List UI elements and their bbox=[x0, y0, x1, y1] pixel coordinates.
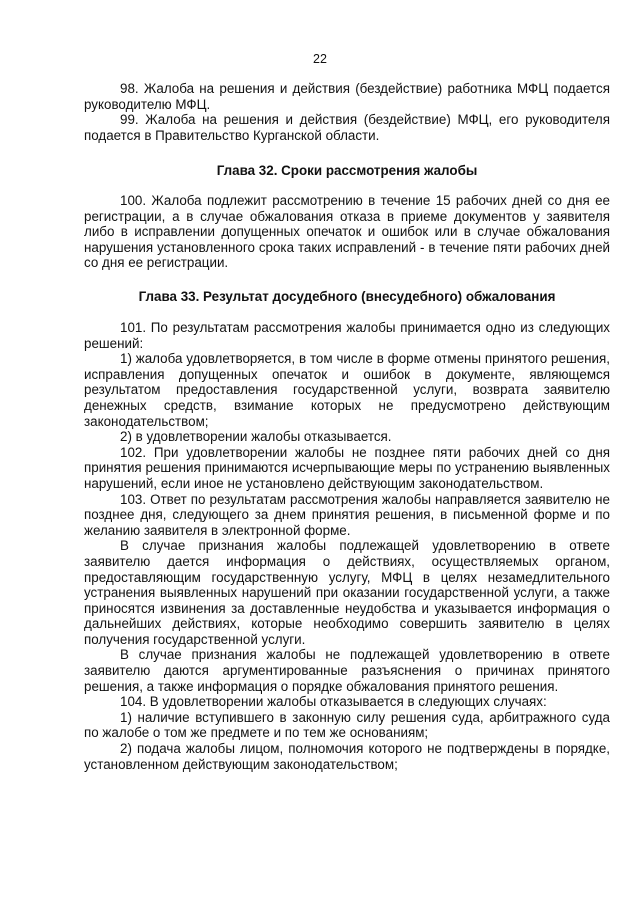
paragraph-104: 104. В удовлетворении жалобы отказывается в следующих случаях: bbox=[120, 694, 547, 710]
page-number: 22 bbox=[313, 52, 327, 66]
paragraph-103-positive: В случае признания жалобы подлежащей удовлетворению в ответе заявителю дается информация о действиях, осуществляемых органом, предоставляющим государственную услугу, МФЦ в целях незамедлительного устранения выявленных нарушений при оказании государственной услуги, а также приносятся извинения за доставленные неудобства и указывается информация о дальнейших действиях, которые необходимо совершить заявителю в целях получения государственной услуги. bbox=[84, 538, 610, 647]
chapter-33-heading-block bbox=[84, 289, 610, 305]
paragraph-101-item-2: 2) в удовлетворении жалобы отказывается. bbox=[120, 429, 392, 445]
chapter-33-body bbox=[84, 320, 610, 772]
chapter-32-heading-block bbox=[84, 163, 610, 179]
paragraph-103: 103. Ответ по результатам рассмотрения жалобы направляется заявителю не позднее дня, следующего за днем принятия решения, в письменной форме и по желанию заявителя в электронной форме. bbox=[84, 491, 610, 538]
paragraph-99: 99. Жалоба на решения и действия (бездействие) МФЦ, его руководителя подается в Правительство Курганской области. bbox=[84, 112, 610, 143]
paragraph-104-item-2: 2) подача жалобы лицом, полномочия которого не подтверждены в порядке, установленном действующим законодательством; bbox=[84, 741, 610, 772]
top-section bbox=[84, 81, 610, 143]
paragraph-98: 98. Жалоба на решения и действия (бездействие) работника МФЦ подается руководителю МФЦ. bbox=[84, 81, 610, 112]
chapter-32-body bbox=[84, 193, 610, 271]
paragraph-101-item-1: 1) жалоба удовлетворяется, в том числе в форме отмены принятого решения, исправления допущенных опечаток и ошибок в документе, являющемся результатом предоставления государственной услуги, возврата заявителю денежных средств, взимание которых не предусмотрено действующим законодательством; bbox=[84, 351, 610, 429]
paragraph-100: 100. Жалоба подлежит рассмотрению в течение 15 рабочих дней со дня ее регистрации, а в случае обжалования отказа в приеме документов у заявителя либо в исправлении допущенных опечаток и ошибок или в случае обжалования нарушения установленного срока таких исправлений - в течение пяти рабочих дней со дня ее регистрации. bbox=[84, 193, 610, 271]
paragraph-101: 101. По результатам рассмотрения жалобы принимается одно из следующих решений: bbox=[84, 320, 610, 351]
chapter-33-title: Глава 33. Результат досудебного (внесудебного) обжалования bbox=[138, 289, 556, 304]
paragraph-102: 102. При удовлетворении жалобы не позднее пяти рабочих дней со дня принятия решения принимаются исчерпывающие меры по устранению выявленных нарушений, если иное не установлено действующим законодательством. bbox=[84, 444, 610, 491]
paragraph-104-item-1: 1) наличие вступившего в законную силу решения суда, арбитражного суда по жалобе о том же предмете и по тем же основаниям; bbox=[84, 709, 610, 741]
paragraph-103-negative: В случае признания жалобы не подлежащей удовлетворению в ответе заявителю даются аргументированные разъяснения о причинах принятого решения, а также информация о порядке обжалования принятого решения. bbox=[84, 647, 610, 694]
chapter-32-title: Глава 32. Сроки рассмотрения жалобы bbox=[216, 163, 478, 178]
